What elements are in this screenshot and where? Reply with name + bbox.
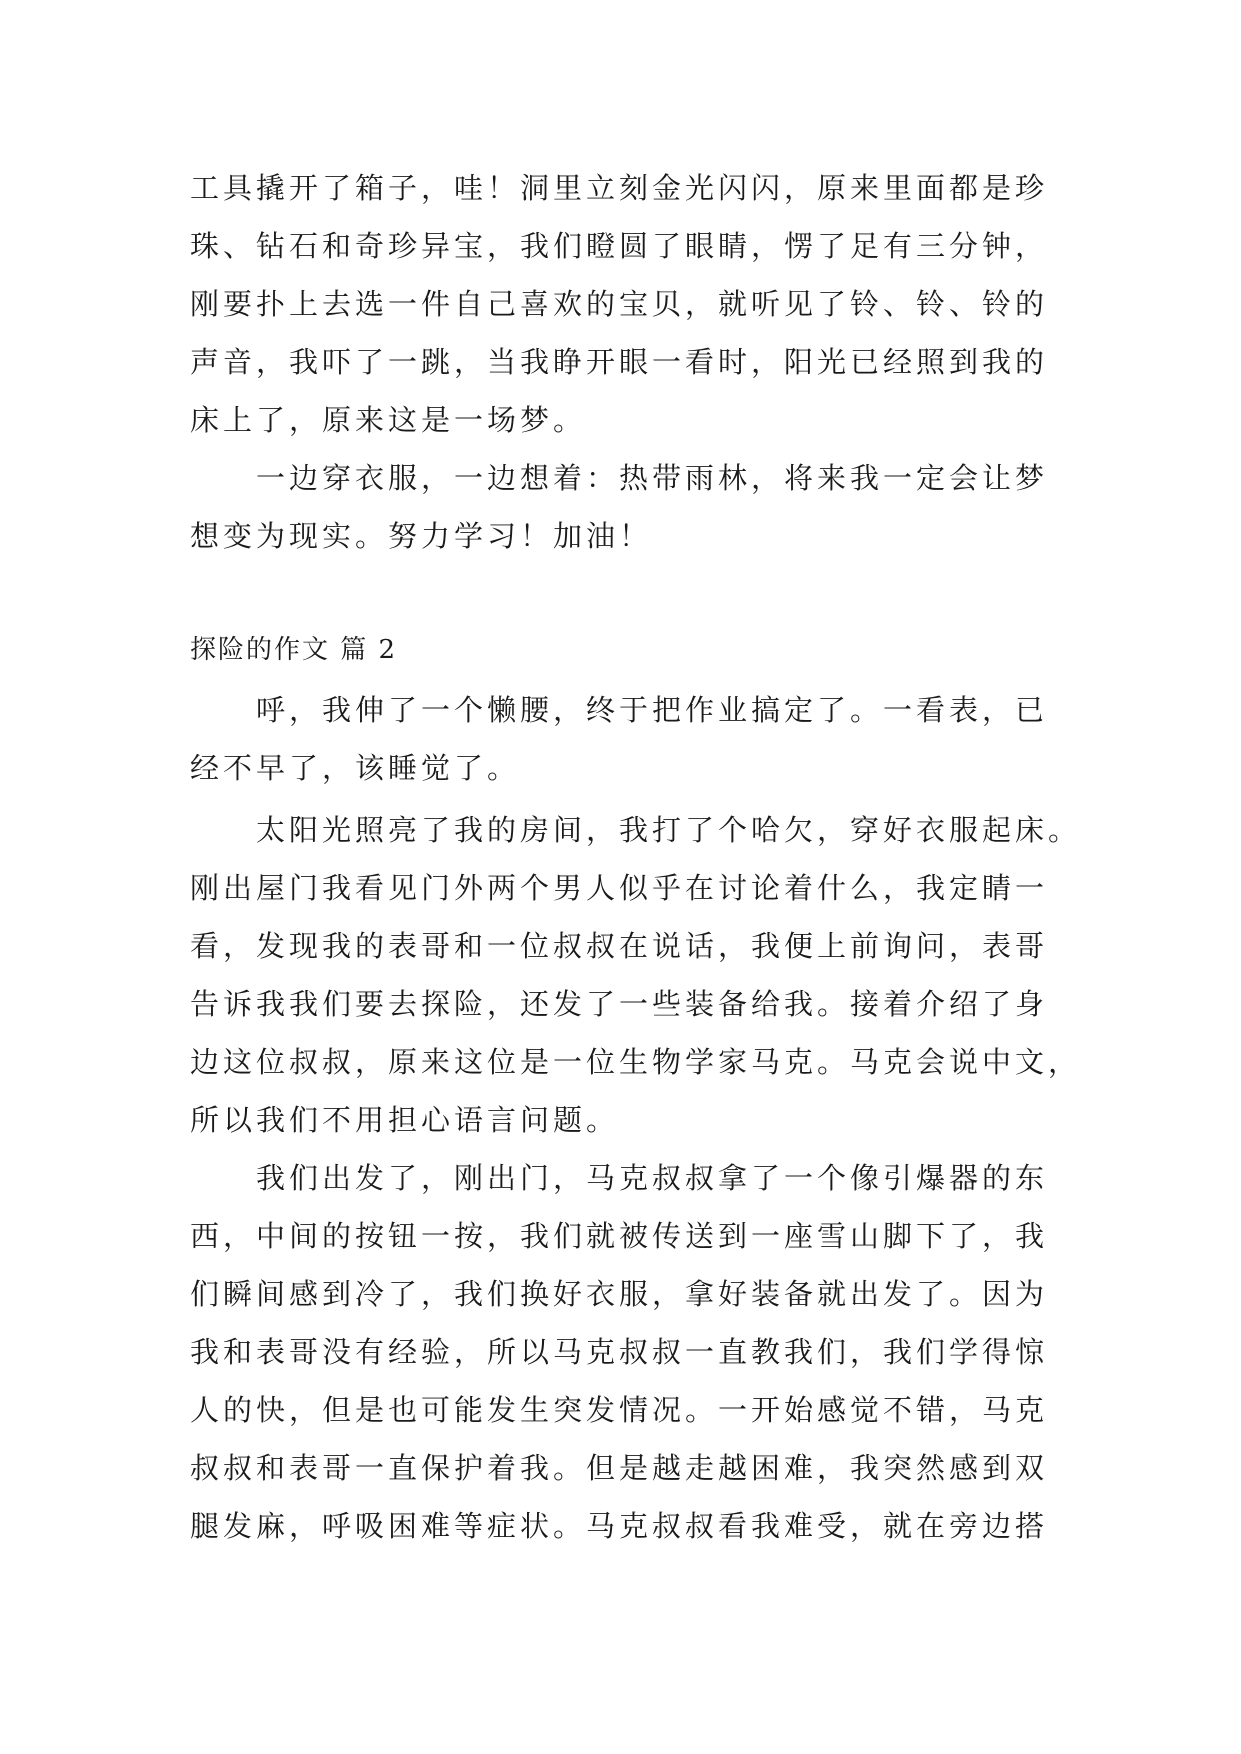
text-line: 一边穿衣服，一边想着：热带雨林，将来我一定会让梦 [256, 461, 1049, 495]
text-line: 太阳光照亮了我的房间，我打了个哈欠，穿好衣服起床。 [256, 813, 1082, 847]
text-line: 刚出屋门我看见门外两个男人似乎在讨论着什么，我定睛一 [190, 871, 1049, 905]
text-line: 工具撬开了箱子，哇！洞里立刻金光闪闪，原来里面都是珍 [190, 171, 1049, 205]
text-line: 经不早了，该睡觉了。 [190, 751, 521, 785]
text-line: 想变为现实。努力学习！加油！ [190, 519, 653, 553]
text-line: 们瞬间感到冷了，我们换好衣服，拿好装备就出发了。因为 [190, 1277, 1049, 1311]
text-line: 西，中间的按钮一按，我们就被传送到一座雪山脚下了，我 [190, 1219, 1049, 1253]
section-heading: 探险的作文 篇 2 [190, 635, 398, 665]
text-line: 床上了，原来这是一场梦。 [190, 403, 587, 437]
text-line: 看，发现我的表哥和一位叔叔在说话，我便上前询问，表哥 [190, 929, 1049, 963]
text-line: 腿发麻，呼吸困难等症状。马克叔叔看我难受，就在旁边搭 [190, 1509, 1049, 1543]
text-line: 我们出发了，刚出门，马克叔叔拿了一个像引爆器的东 [256, 1161, 1049, 1195]
text-line: 边这位叔叔，原来这位是一位生物学家马克。马克会说中文， [190, 1045, 1082, 1079]
text-line: 声音，我吓了一跳，当我睁开眼一看时，阳光已经照到我的 [190, 345, 1049, 379]
text-line: 呼，我伸了一个懒腰，终于把作业搞定了。一看表，已 [256, 693, 1049, 727]
text-line: 我和表哥没有经验，所以马克叔叔一直教我们，我们学得惊 [190, 1335, 1049, 1369]
text-line: 珠、钻石和奇珍异宝，我们瞪圆了眼睛，愣了足有三分钟， [190, 229, 1049, 263]
text-line: 所以我们不用担心语言问题。 [190, 1103, 620, 1137]
text-line: 告诉我我们要去探险，还发了一些装备给我。接着介绍了身 [190, 987, 1049, 1021]
text-line: 叔叔和表哥一直保护着我。但是越走越困难，我突然感到双 [190, 1451, 1049, 1485]
text-line: 人的快，但是也可能发生突发情况。一开始感觉不错，马克 [190, 1393, 1049, 1427]
text-line: 刚要扑上去选一件自己喜欢的宝贝，就听见了铃、铃、铃的 [190, 287, 1049, 321]
